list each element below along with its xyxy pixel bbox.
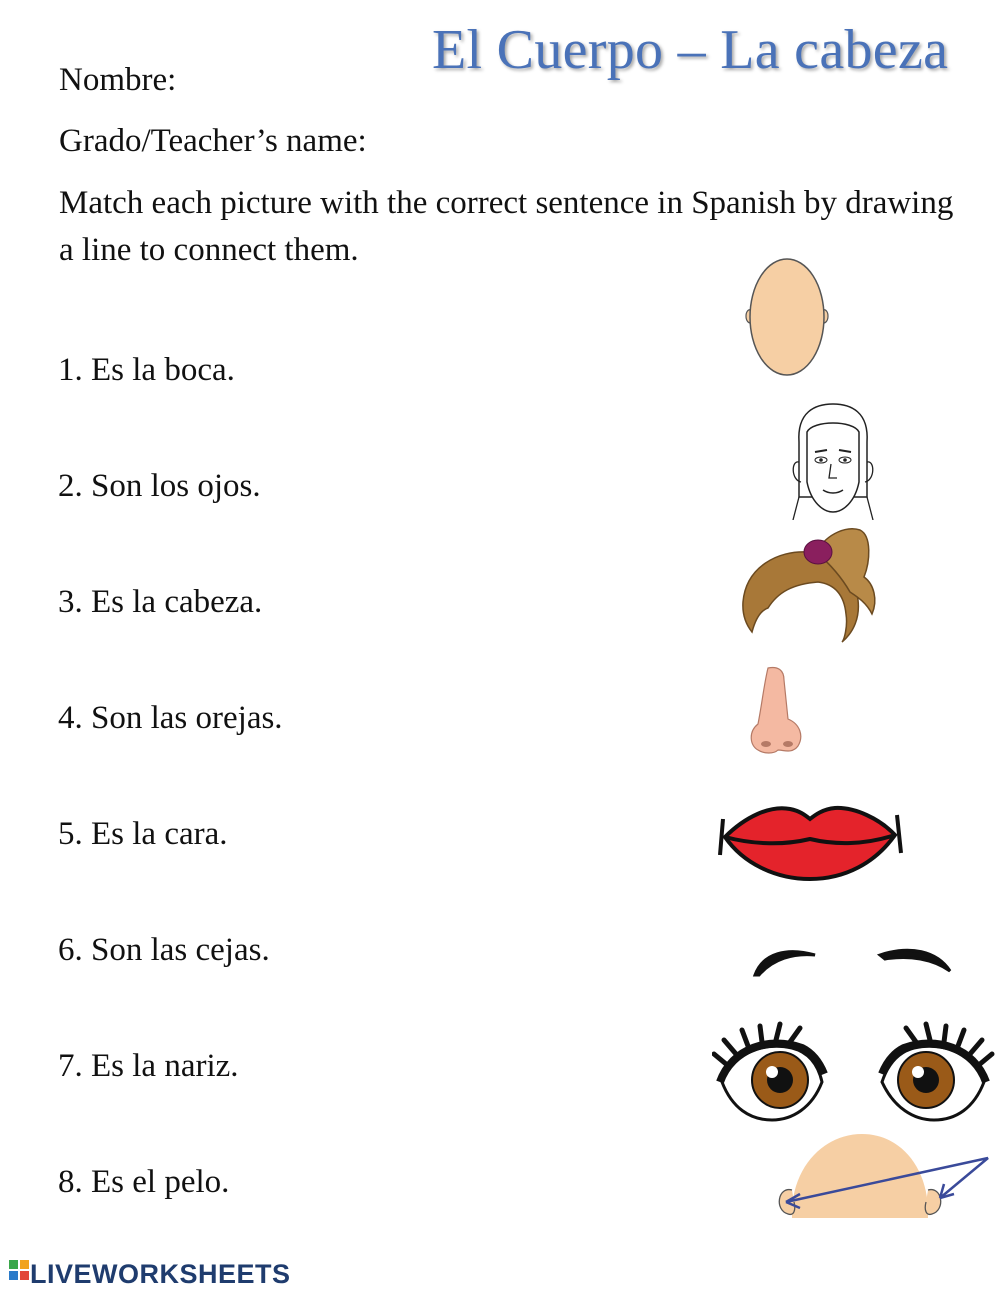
ears-picture[interactable] (772, 1130, 994, 1220)
sentence-2[interactable]: 2. Son los ojos. (58, 468, 261, 504)
sentence-6[interactable]: 6. Son las cejas. (58, 932, 270, 968)
sentence-4[interactable]: 4. Son las orejas. (58, 700, 283, 736)
hair-picture[interactable] (738, 522, 883, 644)
sentence-7[interactable]: 7. Es la nariz. (58, 1048, 239, 1084)
eyes-picture[interactable] (712, 1020, 997, 1135)
worksheet-title: El Cuerpo – La cabeza (432, 19, 949, 81)
face-picture[interactable] (785, 402, 880, 520)
liveworksheets-logo-icon (8, 1258, 32, 1290)
nose-picture[interactable] (748, 664, 806, 756)
sentence-1[interactable]: 1. Es la boca. (58, 352, 235, 388)
name-label: Nombre: (59, 62, 177, 98)
sentence-3[interactable]: 3. Es la cabeza. (58, 584, 263, 620)
grade-label: Grado/Teacher’s name: (59, 123, 367, 159)
mouth-picture[interactable] (715, 793, 905, 885)
sentence-5[interactable]: 5. Es la cara. (58, 816, 228, 852)
eyebrows-picture[interactable] (745, 935, 960, 980)
head-picture[interactable] (740, 255, 835, 380)
instructions: Match each picture with the correct sentence in Spanish by drawing a line to connect them. (59, 185, 954, 268)
sentence-8[interactable]: 8. Es el pelo. (58, 1164, 230, 1200)
footer-brand[interactable]: LIVEWORKSHEETS (30, 1259, 291, 1289)
